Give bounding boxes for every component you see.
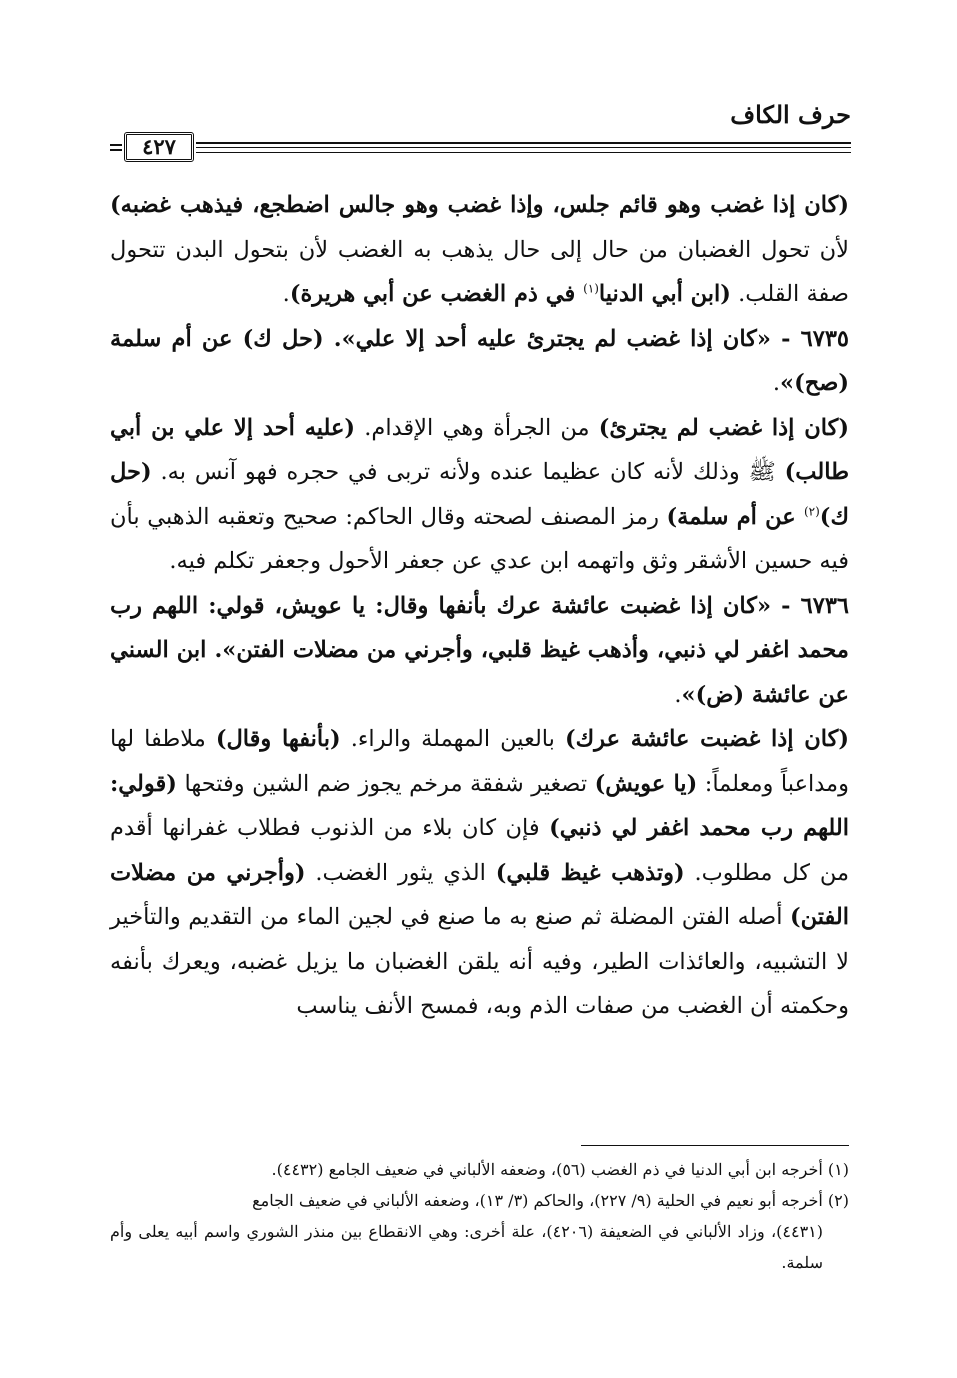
main-text <box>110 183 849 1029</box>
running-title: حرف الكاف <box>730 100 851 129</box>
footnote-1: (١) أخرجه ابن أبي الدنيا في ذم الغضب (٥٦)، وضعفه الألباني في ضعيف الجامع (٤٤٣٢). <box>271 1160 849 1179</box>
header-rule <box>196 147 851 148</box>
ornament-dash <box>110 144 122 151</box>
page-number-ornament <box>110 132 196 164</box>
header-rule <box>196 152 851 153</box>
commentary-text: ﷺ وذلك لأنه كان عظيما عنده ولأنه تربى في حجره فهو آنس به. <box>151 459 785 485</box>
quoted-text: (وتذهب غيظ قلبي) <box>495 859 685 886</box>
commentary-text: رمز المصنف لصحته وقال الحاكم: صحيح وتعقبه الذهبي بأن فيه حسين الأشقر وثق واتهمه ابن عدي عن جعفر الأحول وجعفر تكلم فيه. <box>110 503 849 574</box>
quoted-text: (وأجرني من مضلات الفتن) <box>110 859 849 930</box>
page-number: ٤٢٧ <box>124 132 194 162</box>
hadith-text: ٦٧٣٥ - «كان إذا غضب لم يجترئ عليه أحد إلا علي». (حل ك) عن أم سلمة (صح)» <box>110 325 849 396</box>
source-citation: عن أم سلمة) <box>666 503 804 530</box>
source-citation: (ابن أبي الدنيا <box>598 281 731 307</box>
punctuation: . <box>282 281 290 307</box>
commentary-text: لأن تحول الغضبان من حال إلى حال يذهب به الغضب لأن بتحول البدن تتحول صفة القلب. <box>110 236 849 307</box>
quoted-text: (بأنفها وقال) <box>215 726 341 752</box>
quoted-text: (يا عويش) <box>594 770 698 797</box>
punctuation: . <box>772 370 781 396</box>
footnote-separator <box>581 1145 849 1146</box>
footnote-marker: (١) <box>583 281 599 296</box>
quoted-text: (كان إذا غضبت عائشة عرك) <box>564 726 850 752</box>
punctuation: . <box>674 681 682 708</box>
footnotes <box>110 1154 849 1278</box>
source-citation: في ذم الغضب عن أبي هريرة) <box>289 281 584 307</box>
footnote-marker: (٢) <box>803 504 820 518</box>
paragraph-commentary-3 <box>110 717 849 1029</box>
quoted-text: (عليه أحد إلا علي بن أبي طالب) <box>110 414 849 485</box>
quoted-text: (كان إذا غضب لم يجترئ) <box>598 414 849 441</box>
commentary-text: بالعين المهملة والراء. <box>340 726 565 752</box>
commentary-text: فإن كان بلاء من الذنوب فطلاب غفرانها أقدم من كل مطلوب. <box>110 815 849 886</box>
hadith-entry-6735 <box>110 317 849 406</box>
hadith-text: ٦٧٣٦ - «كان إذا غضبت عائشة عرك بأنفها وقال: يا عويش، قولي: اللهم رب محمد اغفر لي ذنبي، وأذهب غيظ قلبي، وأجرني من مضلات الفتن». ابن السني عن عائشة (ض)» <box>110 592 849 708</box>
paragraph-commentary-1 <box>110 183 849 317</box>
paragraph-commentary-2 <box>110 406 849 584</box>
commentary-text: تصغير شفقة مرخم يجوز ضم الشين وفتحها <box>176 770 595 797</box>
source-citation: (حل ك) <box>110 459 849 530</box>
footnote-2-continuation: (٤٤٣١)، وزاد الألباني في الضعيفة (٤٢٠٦)، علة أخرى: وهي الانقطاع بين منذر الشوري واسم أبيه يعلى وأم سلمة. <box>110 1222 823 1272</box>
quoted-text: (قولي: اللهم رب محمد اغفر لي ذنبي) <box>110 770 849 841</box>
quoted-text: (كان إذا غضب وهو قائم جلس، وإذا غضب وهو جالس اضطجع، فيذهب غضبه) <box>110 192 849 218</box>
footnote-2: (٢) أخرجه أبو نعيم في الحلية (٩/ ٢٢٧)، والحاكم (٣/ ١٣)، وضعفه الألباني في ضعيف الجامع <box>252 1191 849 1210</box>
commentary-text: أصله الفتن المضلة ثم صنع به ما صنع في لجين الماء من التقديم والتأخير لا التشبيه، والعائذات الطير، وفيه أنه يلقن الغضبان ما يزيل غضبه، ويعرك بأنفه وحكمته أن الغضب من صفات الذم وبه، فمسح الأنف يناسب <box>110 904 849 1019</box>
header-rule <box>196 142 851 144</box>
commentary-text: ملاطفا لها ومداعباً ومعلماً: <box>110 726 849 797</box>
commentary-text: الذي يثور الغضب. <box>305 859 496 886</box>
commentary-text: من الجرأة وهي الإقدام. <box>355 414 599 441</box>
hadith-entry-6736 <box>110 584 849 718</box>
